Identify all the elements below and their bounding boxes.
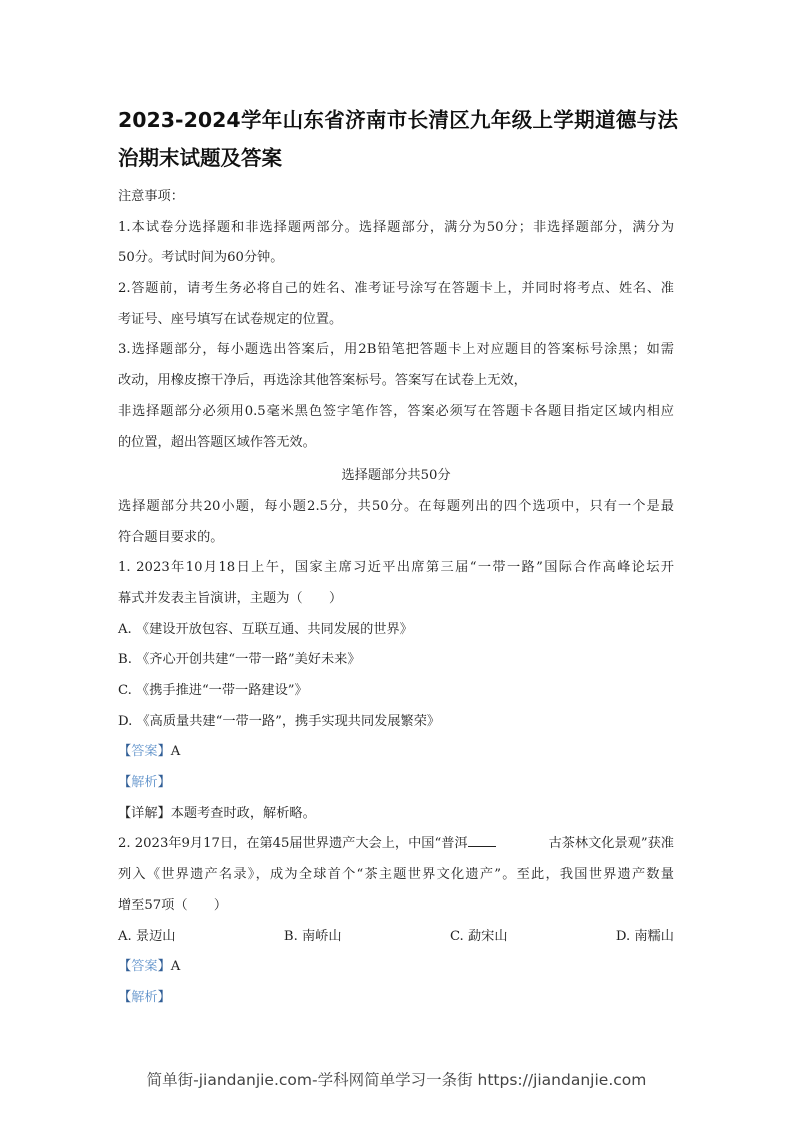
section-intro: 选择题部分共20小题，每小题2.5分，共50分。在每题列出的四个选项中，只有一个是最 — [118, 498, 674, 514]
answer-value: A — [170, 959, 181, 975]
q2-option-c: C. 勐宋山 — [449, 928, 508, 944]
q2-stem-part: 2. 2023年9月17日，在第45届世界遗产大会上，中国“普洱 — [118, 836, 468, 852]
q2-analysis — [118, 983, 674, 1014]
q1-detail — [118, 799, 674, 830]
q1-option-d: D. 《高质量共建“一带一路”，携手实现共同发展繁荣》 — [118, 713, 441, 729]
bracket: 【 — [118, 989, 132, 1005]
q2-stem — [118, 829, 674, 860]
bracket: 】 — [157, 989, 171, 1005]
q2-stem-part: 古茶林文化景观”获准 — [548, 836, 674, 852]
section-intro: 符合题目要求的。 — [118, 529, 224, 545]
note-line: 3.选择题部分，每小题选出答案后，用2B铅笔把答题卡上对应题目的答案标号涂黑；如需 — [118, 342, 674, 358]
bracket: 【 — [118, 744, 132, 760]
bracket: 】 — [157, 959, 171, 975]
q1-analysis — [118, 768, 674, 799]
bracket: 【 — [118, 775, 132, 791]
q2-answer — [118, 952, 674, 983]
q1-stem: 1. 2023年10月18日上午，国家主席习近平出席第三届“一带一路”国际合作高峰论坛开 — [118, 560, 674, 576]
detail-label: 【详解】 — [118, 805, 171, 821]
q1-answer — [118, 737, 674, 768]
answer-value: A — [170, 744, 181, 760]
document-title: 2023-2024学年山东省济南市长清区九年级上学期道德与法治期末试题及答案 — [118, 108, 678, 170]
q2-stem: 列入《世界遗产名录》，成为全球首个“茶主题世界文化遗产”。至此，我国世界遗产数量 — [118, 867, 674, 883]
q1-option-a: A. 《建设开放包容、互联互通、共同发展的世界》 — [118, 621, 413, 637]
q2-option-d: D. 南糯山 — [615, 928, 674, 944]
note-line: 1.本试卷分选择题和非选择题两部分。选择题部分，满分为50分；非选择题部分，满分为 — [118, 219, 674, 235]
q1-option-c: C. 《携手推进“一带一路建设”》 — [118, 683, 308, 698]
detail-text: 本题考查时政，解析略。 — [170, 805, 316, 821]
note-line: 的位置，超出答题区域作答无效。 — [118, 434, 316, 450]
analysis-label: 解析 — [131, 989, 158, 1005]
answer-label: 答案 — [131, 744, 158, 760]
notes-heading: 注意事项： — [118, 189, 184, 204]
note-line: 考证号、座号填写在试卷规定的位置。 — [118, 311, 343, 327]
answer-label: 答案 — [131, 959, 158, 975]
bracket: 】 — [157, 744, 171, 760]
q1-option-b: B. 《齐心开创共建“一带一路”美好未来》 — [118, 652, 361, 668]
q2-option-a: A. 景迈山 — [118, 928, 176, 944]
fill-blank — [468, 834, 496, 847]
note-line: 改动，用橡皮擦干净后，再选涂其他答案标号。答案写在试卷上无效， — [118, 373, 527, 389]
q2-option-b: B. 南峤山 — [283, 928, 342, 944]
section-title: 选择题部分共50分 — [341, 468, 451, 484]
note-line: 2.答题前，请考生务必将自己的姓名、准考证号涂写在答题卡上，并同时将考点、姓名、准 — [118, 281, 674, 297]
analysis-label: 解析 — [131, 775, 158, 791]
q2-stem: 增至57项（ ） — [118, 897, 228, 913]
bracket: 【 — [118, 959, 132, 975]
q2-options — [118, 922, 674, 953]
note-line: 非选择题部分必须用0.5毫米黑色签字笔作答，答案必须写在答题卡各题目指定区域内相应 — [118, 403, 674, 419]
footer-watermark: 简单街-jiandanjie.com-学科网简单学习一条街 https://jiandanjie.com — [146, 1071, 647, 1089]
bracket: 】 — [157, 775, 171, 791]
note-line: 50分。考试时间为60分钟。 — [118, 250, 284, 266]
document-body — [118, 182, 674, 1014]
q1-stem: 幕式并发表主旨演讲，主题为（ ） — [118, 590, 343, 606]
